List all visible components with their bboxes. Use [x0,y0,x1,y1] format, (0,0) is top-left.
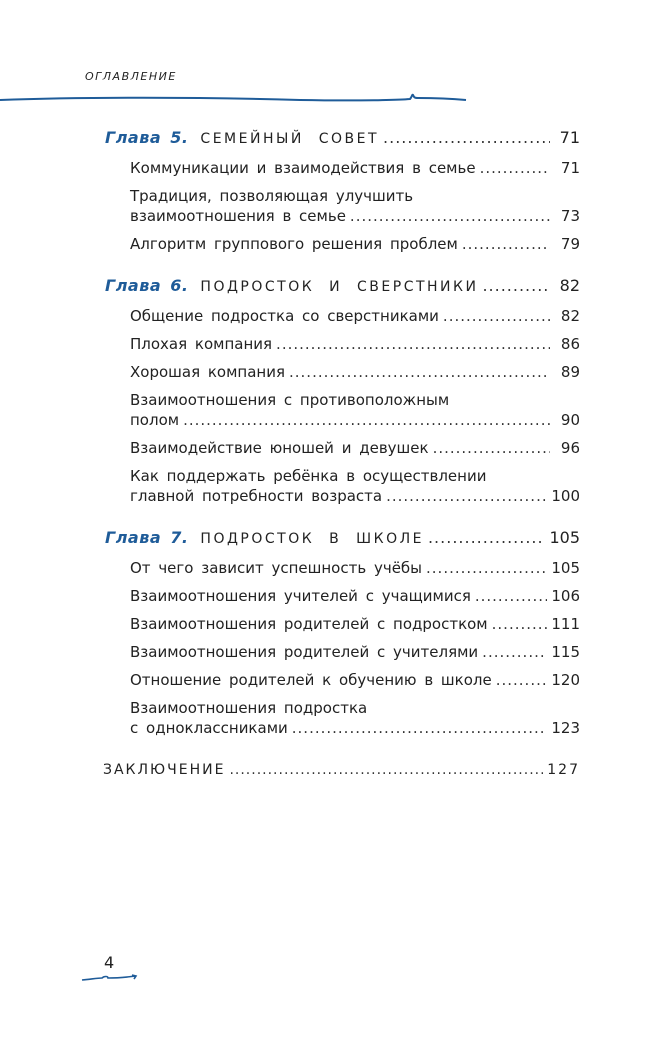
page-number: 73 [560,207,580,225]
page-number: 100 [551,487,580,505]
entry-title-line1: Как поддержать ребёнка в осуществлении [130,467,487,485]
chapter-title: СЕМЕЙНЫЙ СОВЕТ [200,131,380,147]
entry-title: Отношение родителей к обучению в школе [130,671,492,689]
entry-title: с одноклассниками [130,719,288,737]
folio-page-number: 4 [104,953,115,972]
dot-leader [433,438,550,458]
toc-conclusion[interactable] [103,760,580,780]
entry-title: Взаимодействие юношей и девушек [130,439,429,457]
toc-entry[interactable] [105,306,580,326]
conclusion-title: ЗАКЛЮЧЕНИЕ [103,762,226,778]
chapter-group-7 [105,528,580,738]
page-number: 90 [560,411,580,429]
page-number: 127 [547,762,580,778]
table-of-contents [105,128,580,780]
entry-title-line1: Традиция, позволяющая улучшить [130,187,414,205]
entry-title: Хорошая компания [130,363,285,381]
dot-leader [350,206,550,226]
dot-leader [426,558,547,578]
dot-leader [482,276,550,296]
page-number: 86 [560,335,580,353]
dot-leader [183,410,550,430]
entry-title: Взаимоотношения родителей с подростком [130,615,488,633]
toc-entry[interactable] [105,362,580,382]
page-number: 105 [551,559,580,577]
toc-entry[interactable] [105,186,580,226]
toc-chapter-5[interactable] [105,128,580,149]
chapter-label: Глава 6. [105,276,189,295]
entry-title: взаимоотношения в семье [130,207,346,225]
chapter-label: Глава 5. [105,128,189,147]
dot-leader [292,718,548,738]
chapter-title: ПОДРОСТОК В ШКОЛЕ [200,531,424,547]
dot-leader [462,234,550,254]
page-number: 105 [549,528,580,547]
chapter-group-6 [105,276,580,506]
entry-title: Взаимоотношения учителей с учащимися [130,587,471,605]
entry-title: Взаимоотношения родителей с учителями [130,643,479,661]
page-number: 71 [559,128,580,147]
dot-leader [289,362,550,382]
header-rule-decoration [0,88,470,104]
chapter-label: Глава 7. [105,528,189,547]
dot-leader [496,670,548,690]
toc-entry[interactable] [105,234,580,254]
toc-chapter-7[interactable] [105,528,580,549]
page-number: 79 [560,235,580,253]
toc-chapter-6[interactable] [105,276,580,297]
dot-leader [475,586,548,606]
entry-title: Коммуникации и взаимодействия в семье [130,159,476,177]
dot-leader [386,486,547,506]
folio-rule-decoration [80,972,140,984]
toc-entry[interactable] [105,390,580,430]
page-number: 115 [551,643,580,661]
page-number: 89 [560,363,580,381]
page-number: 120 [551,671,580,689]
dot-leader [443,306,550,326]
dot-leader [276,334,550,354]
entry-title: Общение подростка со сверстниками [130,307,439,325]
entry-title: От чего зависит успешность учёбы [130,559,423,577]
entry-title: главной потребности возраста [130,487,383,505]
page-number: 71 [560,159,580,177]
dot-leader [480,158,550,178]
toc-entry[interactable] [105,334,580,354]
toc-entry[interactable] [105,670,580,690]
running-head: ОГЛАВЛЕНИЕ [85,70,177,83]
page-number: 111 [551,615,580,633]
entry-title: полом [130,411,180,429]
toc-entry[interactable] [105,558,580,578]
dot-leader [492,614,548,634]
page-number: 123 [551,719,580,737]
toc-entry[interactable] [105,438,580,458]
toc-entry[interactable] [105,466,580,506]
page-number: 82 [560,307,580,325]
dot-leader [428,528,545,548]
toc-entry[interactable] [105,642,580,662]
chapter-title: ПОДРОСТОК И СВЕРСТНИКИ [200,279,479,295]
dot-leader [229,760,543,780]
toc-entry[interactable] [105,158,580,178]
dot-leader [383,128,550,148]
toc-entry[interactable] [105,698,580,738]
chapter-group-5 [105,128,580,254]
entry-title: Плохая компания [130,335,273,353]
page-number: 106 [551,587,580,605]
entry-title: Алгоритм группового решения проблем [130,235,458,253]
dot-leader [482,642,547,662]
page-number: 82 [559,276,580,295]
toc-entry[interactable] [105,614,580,634]
entry-title-line1: Взаимоотношения с противоположным [130,391,450,409]
page-number: 96 [560,439,580,457]
entry-title-line1: Взаимоотношения подростка [130,699,368,717]
toc-entry[interactable] [105,586,580,606]
